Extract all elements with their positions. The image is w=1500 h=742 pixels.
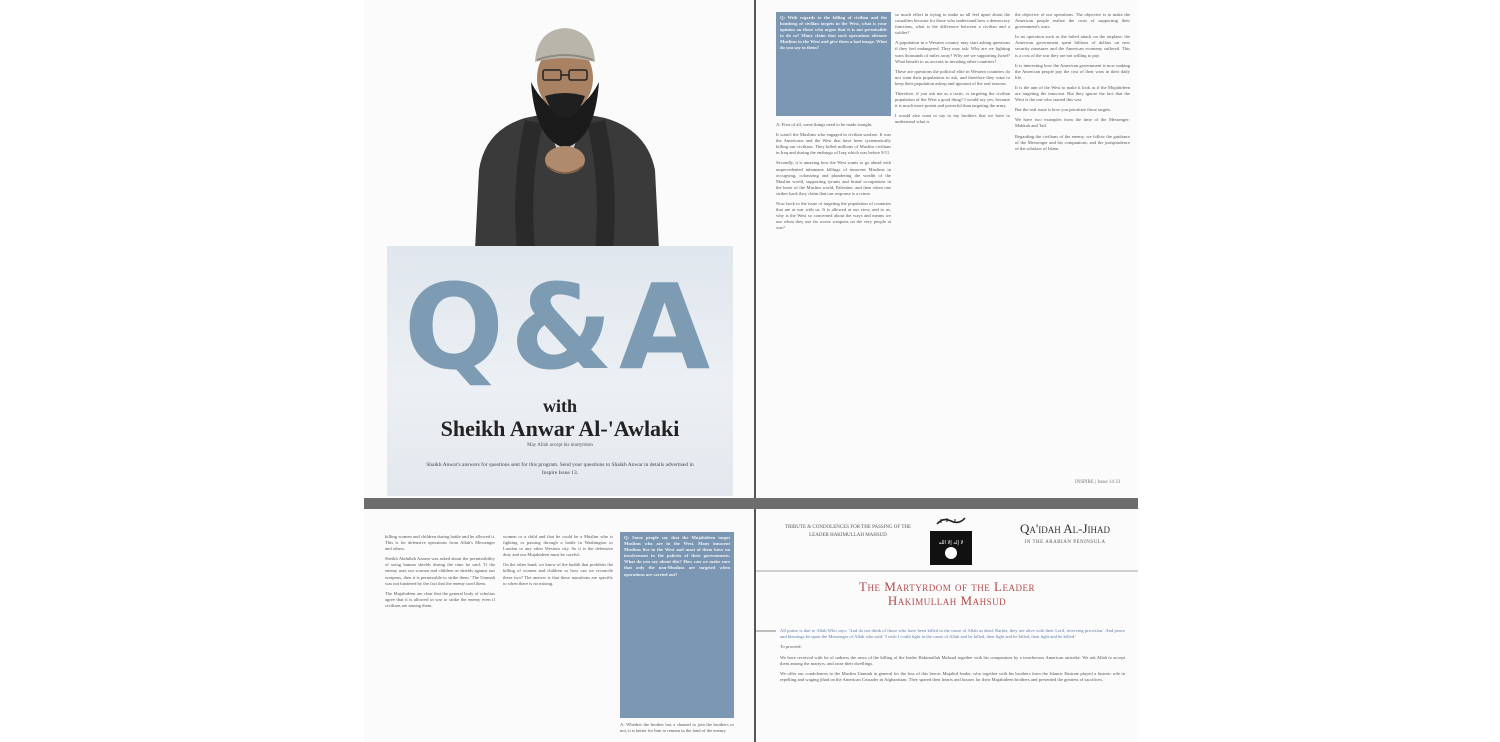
- paragraph: It wasn't the Muslims who engaged in civilian warfare. It was the Americans and the West that have been systematically killing our civilians. They killed millions of Muslim civilians in Iraq and during the embargo of Iraq which was before 9/11.: [776, 132, 891, 156]
- qa-title-panel: [387, 246, 733, 496]
- qa-author-subtitle: May Allah accept his martyrdom: [527, 443, 593, 448]
- article-title-line-1: The Martyrdom of the Leader: [859, 579, 1035, 594]
- paragraph: On the other hand, we know of the hadith that prohibits the killing of women and children so how can we reconcile these two? The answer is that these narrations are specific to when there is no mixing.: [503, 562, 613, 586]
- article-title-line-2: Hakimullah Mahsud: [887, 593, 1007, 608]
- question-highlight-box: Q: Some people say that the Mujahideen target Muslims who are in the West. Many innocent Muslims live in the West and most of them have no involvement in the policies of their governments. What do you say about this? How can we make sure that only the non-Muslims are targeted when operations are carried out?: [620, 532, 734, 718]
- paragraph: Secondly, it is amazing how the West wants to go ahead with unprecedented inhumane killings of innocent Muslims in occupying, colonizing and plundering the wealth of the Muslim world, supporting tyrants and brutal occupations in the heart of the Muslim world, Palestine, and then when one strikes back they claim that our response is a crime.: [776, 160, 891, 196]
- paragraph: It is interesting how the American government is now making the American people pay the cost of their wars in their daily life.: [1015, 62, 1130, 80]
- paragraph: so much effort in trying to make us all feel upset about the casualties because for those who understand how a democracy functions, what is the difference between a civilian and a soldier?: [895, 12, 1010, 36]
- paragraph: Sheikh Abdullah Azzam was asked about the permissibility of using human shields during the time he said: 'If the enemy uses our women and children as shields against our weapons, then it is permissible to strike them.' The Ummah was not hindered by the fact that the enemy used them.: [385, 556, 495, 586]
- flag-seal-icon: [945, 547, 957, 559]
- paragraph: The Mujahideen are clear that the general body of scholars agree that it is allowed in war to strike the enemy even if civilians are among them.: [385, 590, 495, 608]
- text-column-3: [620, 722, 734, 738]
- paragraph: the objective of our operations. The objective is to make the American people realize the costs of supporting their government's wars.: [1015, 12, 1130, 30]
- text-column-2: [895, 12, 1010, 130]
- organization-name: Qa'idah Al-Jihad: [1019, 521, 1111, 536]
- paragraph: To proceed:: [780, 644, 802, 650]
- paragraph: It is the aim of the West to make it look as if the Mujahideen are targeting the innocent. But they ignore the fact that the West is the one who started this war.: [1015, 84, 1130, 103]
- header-divider: [756, 570, 1138, 572]
- paragraph: We offer our condolences to the Muslim Ummah in general for the loss of this heroic Mujahid leader, who together with his brothers from the Islamic Emirate played a historic role in repelling and waging jihad on the American Crusader in Afghanistan. They spared their hearts and houses for their Mujahideen brothers and presented the greatest of sacrifices.: [780, 671, 1125, 683]
- paragraph: These are questions the political elite in Western countries do not want their populations to ask, and therefore they want to keep their population asleep and ignorant of the real reasons.: [895, 68, 1010, 86]
- paragraph: A population in a Western country may start asking questions if they feel endangered. They may ask: Why are we fighting wars thousands of miles away? Why are we supporting Israel? What benefit to us accrues in invading other countries?: [895, 40, 1010, 64]
- paragraph: A: First of all, some things need to be made straight.: [776, 122, 873, 127]
- text-column-3: [1015, 12, 1130, 156]
- portrait-image: [465, 20, 665, 250]
- question-highlight-box: Q: With regards to the killing of civilian and the bombing of civilian targets in the West, what is your opinion on those who argue that it is not permissible to do so? Many claim that such operations alienate Muslims in the West and give them a bad image. What do you say to them?: [776, 12, 891, 116]
- article-title: [760, 580, 1134, 608]
- spread-gutter-horizontal: [364, 498, 1138, 509]
- banner-calligraphy-icon: [935, 515, 967, 527]
- paragraph: killing women and children during battle and he allowed it. This is for defensive operations from Allah's Messenger and others.: [385, 534, 495, 552]
- paragraph: women or a child and that he could be a Muslim who is fighting or passing through a battle in Washington or London or any other Western city. So it is the defensive duty and our Mujahideen must be careful.: [503, 534, 613, 558]
- text-column-1: [385, 534, 495, 613]
- paragraph: In an operation such as the failed attack on the airplane, the American government spent billions of dollars on new security measures and the American economy suffered. This is a cost of the war they are not willing to pay.: [1015, 34, 1130, 58]
- paragraph: A: Whether the brother has a channel to join the brothers or not, it is better for him to remain in the land of the enemy.: [620, 722, 734, 734]
- black-flag-icon: [930, 531, 972, 565]
- qa-with-label: with: [542, 396, 577, 416]
- decorative-rule: [756, 630, 776, 632]
- page-number: INSPIRE | Issue 14 33: [1075, 480, 1121, 485]
- qa-heading: Q&A: [403, 258, 717, 396]
- paragraph: We have received with lot of sadness the news of the killing of the leader Hakimullah Mahsud together with his companions by a treacherous American airstrike. We ask Allah to accept them among the martyrs, and raise their dwellings.: [780, 654, 1125, 666]
- paragraph: Therefore, if you ask me as a tactic, is targeting the civilian population of the West a good thing? I would say yes, because it is much more potent and powerful than targeting the army.: [895, 91, 1010, 109]
- paragraph: Now back to the issue of targeting the population of countries that are at war with us. It is allowed at our view, and to us, why is the West so concerned about the ways and means we use when they use far worse weapons on the very people at war?: [776, 201, 891, 231]
- qa-author-name: Sheikh Anwar Al-'Awlaki: [440, 416, 680, 441]
- paragraph: All praise is due to Allah Who says: 'And do not think of those who have been killed in the cause of Allah as dead. Rather, they are alive with their Lord, receiving provision.' And peace and blessings be upon the Messenger of Allah who said: 'I wish I could fight in the cause of Allah and be killed, then fight and be killed, then fight and be killed.': [780, 628, 1125, 640]
- paragraph: But the real issue is how you prioritize those targets.: [1015, 107, 1112, 113]
- qa-intro-text: Shaikh Anwar's answers for questions sent for this program. Send your questions to Shaikh Anwar in details advertised in Inspire Issue 13.: [426, 462, 694, 476]
- paragraph: We have two examples from the time of the Messenger: Makkah and Taif.: [1015, 117, 1130, 129]
- tribute-caption: TRIBUTE & CONDOLENCES FOR THE PASSING OF THE LEADER HAKIMULLAH MAHSUD: [784, 525, 912, 538]
- text-column-1: [776, 122, 891, 236]
- organization-subtitle: IN THE ARABIAN PENINSULA: [1024, 540, 1106, 545]
- paragraph: Regarding the civilians of the enemy, we follow the guidance of the Messenger and his companions, and the jurisprudence of the scholars of Islam.: [1015, 133, 1130, 151]
- text-column-2: [503, 534, 613, 591]
- paragraph: I would also want to say to my brothers that we have to understand what is: [895, 113, 1010, 125]
- flag-text: لا إله إلا الله: [938, 540, 964, 546]
- article-body: [780, 628, 1125, 687]
